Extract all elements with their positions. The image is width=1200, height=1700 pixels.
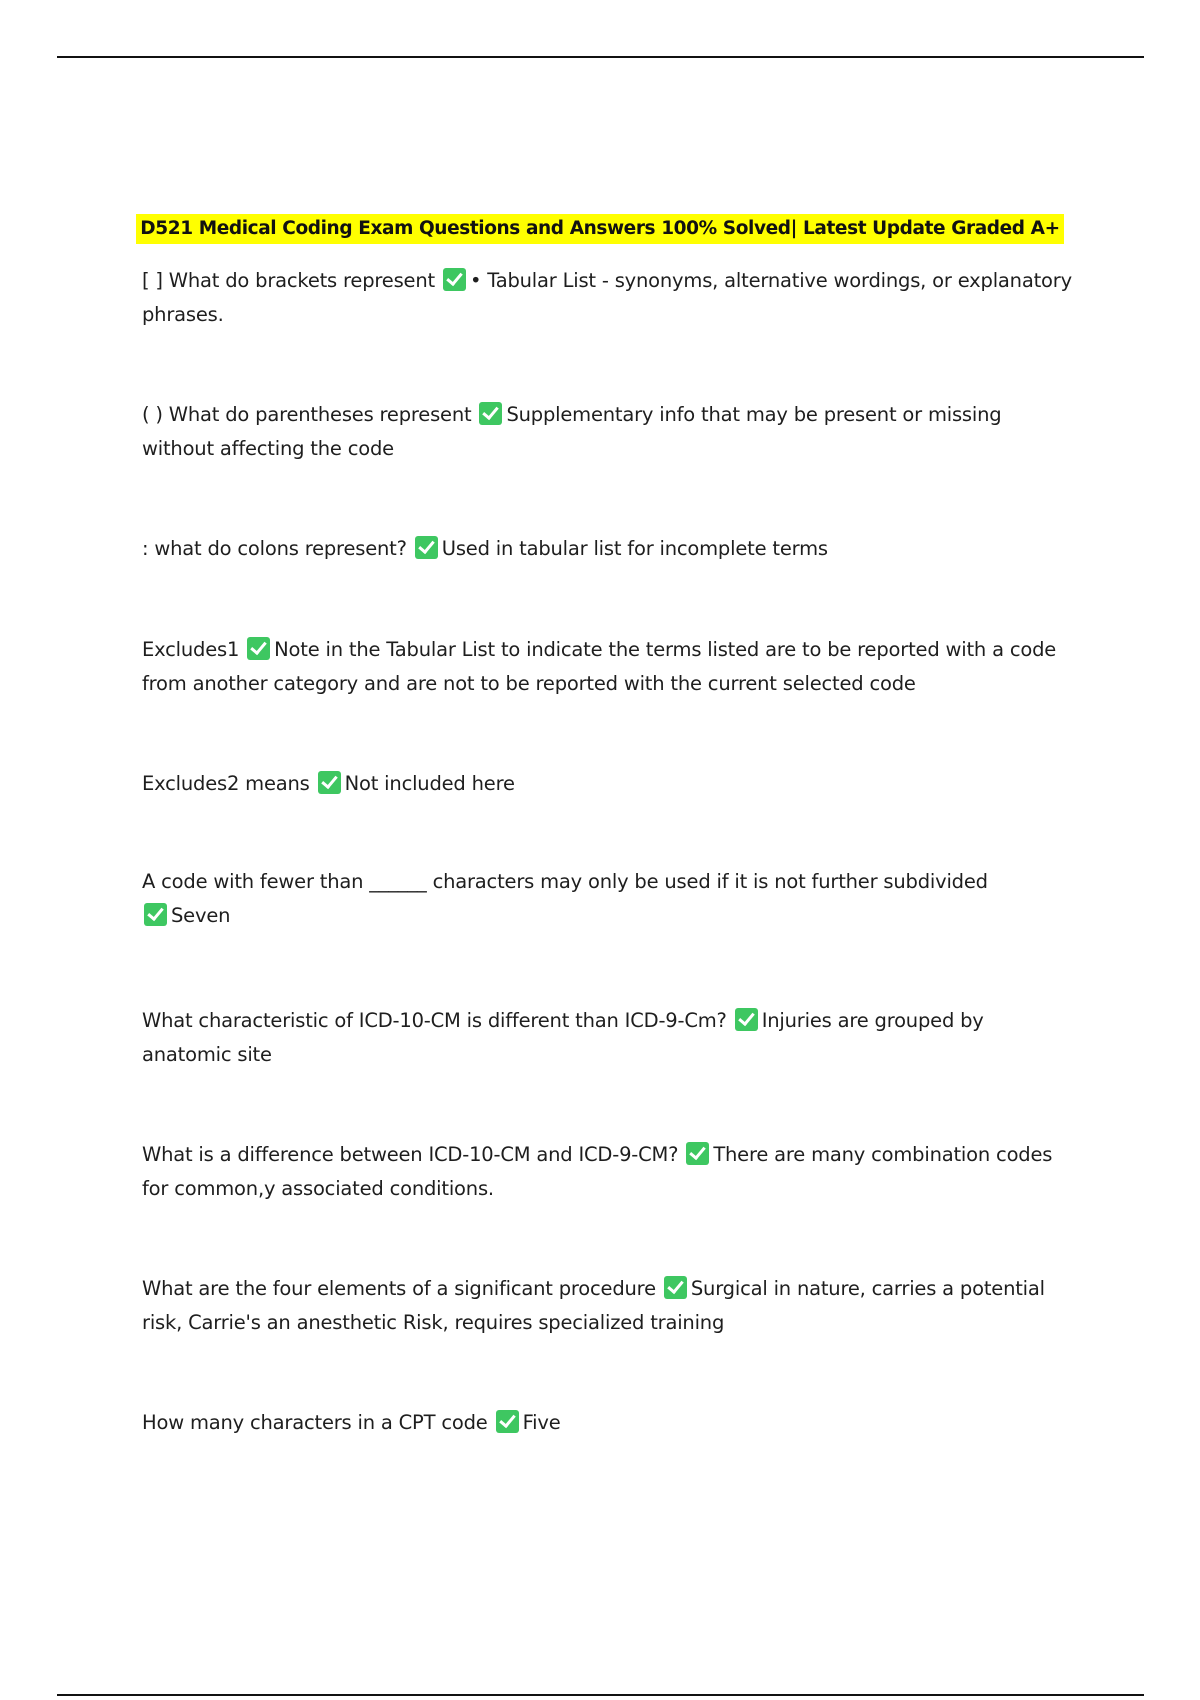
document-title: D521 Medical Coding Exam Questions and Answers 100% Solved| Latest Update Graded A+ (136, 214, 1063, 244)
answer-text: Supplementary info that may be present or missing without affecting the code (142, 403, 1002, 460)
qa-item (142, 532, 1072, 566)
check-mark-icon (443, 268, 466, 291)
answer-text: Used in tabular list for incomplete terms (441, 537, 828, 560)
qa-item (142, 1406, 1072, 1440)
qa-item (142, 865, 1072, 933)
qa-item (142, 767, 1072, 801)
check-mark-icon (735, 1008, 758, 1031)
check-mark-icon (686, 1142, 709, 1165)
check-mark-icon (664, 1276, 687, 1299)
answer-text: Injuries are grouped by anatomic site (142, 1009, 984, 1066)
answer-text: • Tabular List - synonyms, alternative wordings, or explanatory phrases. (142, 269, 1072, 326)
question-text: What are the four elements of a significant procedure (142, 1277, 656, 1300)
question-text: ( ) What do parentheses represent (142, 403, 472, 426)
check-mark-icon (496, 1410, 519, 1433)
bottom-rule (57, 1694, 1144, 1696)
answer-text: Five (522, 1411, 561, 1434)
qa-item (142, 1138, 1072, 1206)
answer-text: Seven (171, 904, 231, 927)
question-text: [ ] What do brackets represent (142, 269, 435, 292)
qa-item (142, 1272, 1072, 1340)
answer-text: There are many combination codes for common,y associated conditions. (142, 1143, 1053, 1200)
title-container (0, 214, 1200, 244)
qa-item (142, 1004, 1072, 1072)
check-mark-icon (318, 771, 341, 794)
question-text: Excludes2 means (142, 772, 310, 795)
question-text: A code with fewer than ______ characters may only be used if it is not further subdivided (142, 870, 988, 893)
qa-item (142, 264, 1072, 332)
check-mark-icon (479, 402, 502, 425)
qa-item (142, 398, 1072, 466)
qa-item (142, 633, 1072, 701)
answer-text: Surgical in nature, carries a potential risk, Carrie's an anesthetic Risk, requires specialized training (142, 1277, 1045, 1334)
question-text: What characteristic of ICD-10-CM is different than ICD-9-Cm? (142, 1009, 727, 1032)
check-mark-icon (144, 903, 167, 926)
question-text: Excludes1 (142, 638, 240, 661)
question-text: : what do colons represent? (142, 537, 407, 560)
check-mark-icon (415, 536, 438, 559)
answer-text: Note in the Tabular List to indicate the terms listed are to be reported with a code from another category and are not to be reported with the current selected code (142, 638, 1057, 695)
question-text: What is a difference between ICD-10-CM and ICD-9-CM? (142, 1143, 679, 1166)
check-mark-icon (247, 637, 270, 660)
answer-text: Not included here (344, 772, 515, 795)
question-text: How many characters in a CPT code (142, 1411, 488, 1434)
top-rule (57, 56, 1144, 58)
